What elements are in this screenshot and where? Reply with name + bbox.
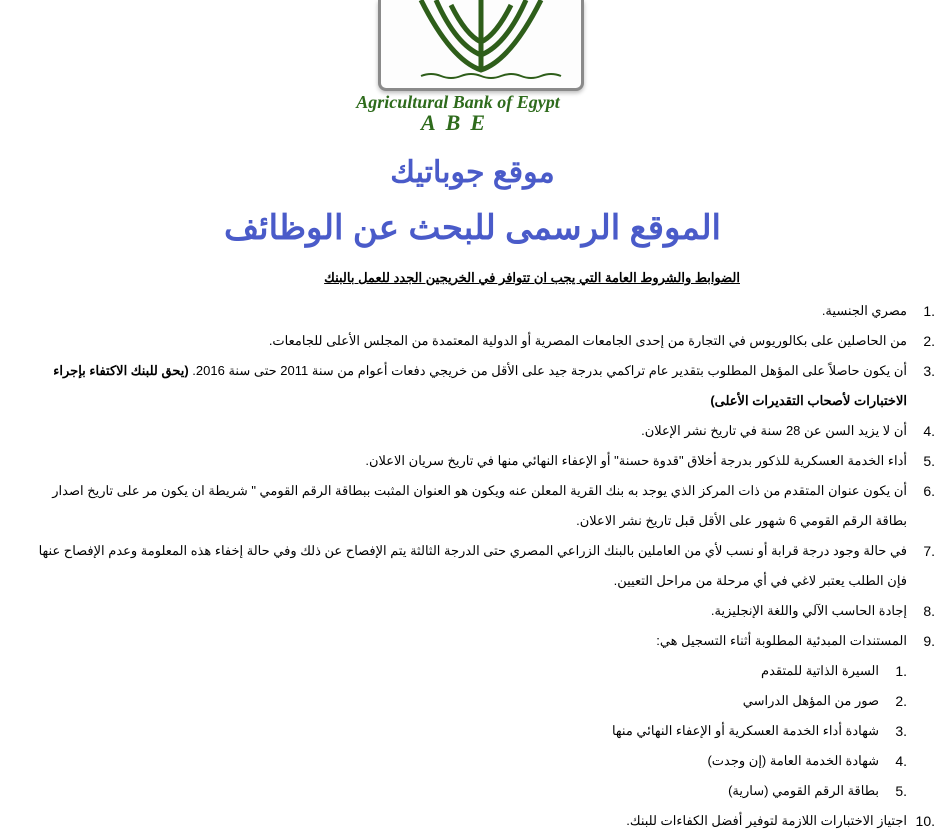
list-item (23, 656, 907, 686)
item-body: في حالة وجود درجة قرابة أو نسب لأي من العاملين بالبنك الزراعي المصري حتى الدرجة الثالثة يتم الإفصاح عن ذلك وفي حالة إخفاء هذه المعلومة وعدم الإفصاح عنها فإن الطلب يعتبر لاغي في أي مرحلة من مراحل التعيين. (38, 543, 907, 588)
item-body: من الحاصلين على بكالوريوس في التجارة من إحدى الجامعات المصرية أو الدولية المعتمدة من المجلس الأعلى للجامعات. (268, 333, 907, 348)
item-text (23, 326, 907, 356)
logo-abbr: ABE (420, 110, 496, 135)
item-body: مصري الجنسية. (821, 303, 907, 318)
item-number: 6. (923, 483, 935, 499)
list-item (23, 536, 935, 596)
item-text (23, 596, 907, 626)
logo-emblem (378, 0, 584, 91)
item-body: صور من المؤهل الدراسي (742, 693, 879, 708)
list-item (23, 806, 935, 836)
list-item (23, 626, 935, 656)
list-item (23, 446, 935, 476)
site-subtitle: الموقع الرسمى للبحث عن الوظائف (223, 209, 722, 247)
item-body: أداء الخدمة العسكرية للذكور بدرجة أخلاق "قدوة حسنة" أو الإعفاء النهائي منها في تاريخ سريان الاعلان. (365, 453, 907, 468)
item-text (23, 746, 879, 776)
item-body: السيرة الذاتية للمتقدم (761, 663, 879, 678)
list-item (23, 296, 935, 326)
item-text (23, 776, 879, 806)
item-number: 5. (895, 783, 907, 799)
item-number: 3. (923, 363, 935, 379)
list-item (23, 326, 935, 356)
item-body: شهادة الخدمة العامة (إن وجدت) (707, 753, 879, 768)
item-body: المستندات المبدئية المطلوبة أثناء التسجيل هي: (656, 633, 907, 648)
item-number: 2. (923, 333, 935, 349)
list-item (23, 686, 907, 716)
conditions-document (23, 270, 935, 836)
conditions-heading: الضوابط والشروط العامة التي يجب ان تتوافر في الخريجين الجدد للعمل بالبنك (324, 270, 740, 285)
item-number: 4. (923, 423, 935, 439)
list-item (23, 416, 935, 446)
logo-bank-name: Agricultural Bank of Egypt (356, 92, 560, 112)
site-title: موقع جوباتيك (390, 156, 555, 189)
item-number: 7. (923, 543, 935, 559)
item-body: أن يكون عنوان المتقدم من ذات المركز الذي يوجد به بنك القرية المعلن عنه ويكون هو العنوان المثبت ببطاقة الرقم القومي " شريطة ان يكون مر على تاريخ اصدار بطاقة الرقم القومي 6 شهور على الأقل قبل تاريخ نشر الاعلان. (52, 483, 907, 528)
list-item (23, 476, 935, 536)
list-item (23, 716, 907, 746)
item-number: 9. (923, 633, 935, 649)
item-number: 1. (895, 663, 907, 679)
item-bold-note: (يحق للبنك الاكتفاء بإجراء الاختبارات لأصحاب التقديرات الأعلى) (53, 363, 907, 408)
item-text (23, 686, 879, 716)
list-item (23, 356, 935, 416)
item-body: أن لا يزيد السن عن 28 سنة في تاريخ نشر الإعلان. (641, 423, 907, 438)
item-number: 10. (915, 813, 935, 829)
item-body: أن يكون حاصلاً على المؤهل المطلوب بتقدير عام تراكمي بدرجة جيد على الأقل من خريجي دفعات أعوام من سنة 2011 حتى سنة 2016. (192, 363, 907, 378)
item-text (23, 296, 907, 326)
item-text (23, 446, 907, 476)
item-number: 1. (923, 303, 935, 319)
item-text (23, 476, 907, 536)
item-body: إجادة الحاسب الآلي واللغة الإنجليزية. (710, 603, 907, 618)
item-number: 3. (895, 723, 907, 739)
item-number: 4. (895, 753, 907, 769)
item-text (23, 656, 879, 686)
item-body: شهادة أداء الخدمة العسكرية أو الإعفاء النهائي منها (611, 723, 879, 738)
item-text (23, 536, 907, 596)
item-text (23, 416, 907, 446)
item-number: 5. (923, 453, 935, 469)
list-item (23, 596, 935, 626)
item-text: اجتياز الاختبارات اللازمة لتوفير أفضل الكفاءات للبنك. (626, 813, 907, 828)
item-text (23, 626, 907, 656)
item-number: 8. (923, 603, 935, 619)
list-item (23, 746, 907, 776)
bank-logo (318, 0, 598, 135)
list-item (23, 776, 907, 806)
item-text (23, 356, 907, 416)
item-body: بطاقة الرقم القومي (سارية) (728, 783, 879, 798)
item-text (23, 716, 879, 746)
item-number: 2. (895, 693, 907, 709)
